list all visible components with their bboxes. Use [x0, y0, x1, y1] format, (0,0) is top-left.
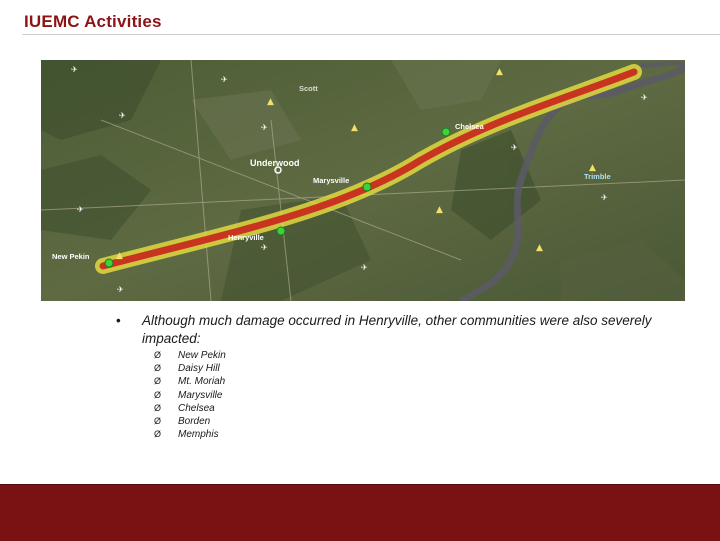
arrow-bullet-icon: Ø [154, 415, 162, 426]
svg-text:✈: ✈ [641, 93, 648, 102]
map-label-scott: Scott [299, 84, 318, 93]
bullet-marker: • [116, 313, 121, 328]
svg-text:✈: ✈ [261, 243, 268, 252]
map-label-marysville: Marysville [313, 176, 350, 185]
map-label-henryville: Henryville [228, 233, 264, 242]
footer-bar [0, 484, 720, 541]
svg-text:✈: ✈ [77, 205, 84, 214]
arrow-bullet-icon: Ø [154, 429, 162, 440]
svg-text:✈: ✈ [221, 75, 228, 84]
svg-text:✈: ✈ [117, 285, 124, 294]
chelsea-marker [442, 128, 450, 136]
svg-text:▲: ▲ [496, 67, 503, 77]
svg-text:▲: ▲ [589, 163, 596, 173]
svg-text:▲: ▲ [536, 243, 543, 253]
svg-text:✈: ✈ [361, 263, 368, 272]
map-label-trimble: Trimble [584, 172, 611, 181]
arrow-bullet-icon: Ø [154, 402, 162, 413]
marysville-marker [363, 183, 371, 191]
svg-text:✈: ✈ [601, 193, 608, 202]
svg-text:▲: ▲ [116, 251, 123, 261]
tornado-track-map [41, 60, 685, 301]
arrow-bullet-icon: Ø [154, 350, 162, 360]
svg-text:✈: ✈ [71, 65, 78, 74]
title-divider [22, 34, 720, 35]
map-label-underwood: Underwood [250, 158, 300, 168]
slide-title: IUEMC Activities [24, 12, 162, 31]
svg-text:▲: ▲ [436, 205, 443, 215]
new-pekin-marker [105, 259, 113, 267]
bullet-text: Although much damage occurred in Henryville, other communities were also severely impacted: [142, 313, 652, 346]
arrow-bullet-icon: Ø [154, 376, 162, 387]
map-label-chelsea: Chelsea [455, 122, 484, 131]
arrow-bullet-icon: Ø [154, 363, 162, 374]
svg-text:▲: ▲ [351, 123, 358, 133]
svg-text:✈: ✈ [261, 123, 268, 132]
svg-text:✈: ✈ [119, 111, 126, 120]
henryville-marker [277, 227, 285, 235]
arrow-bullet-icon: Ø [154, 389, 162, 400]
svg-text:▲: ▲ [267, 97, 274, 107]
map-label-new-pekin: New Pekin [52, 252, 90, 261]
svg-text:✈: ✈ [511, 143, 518, 152]
